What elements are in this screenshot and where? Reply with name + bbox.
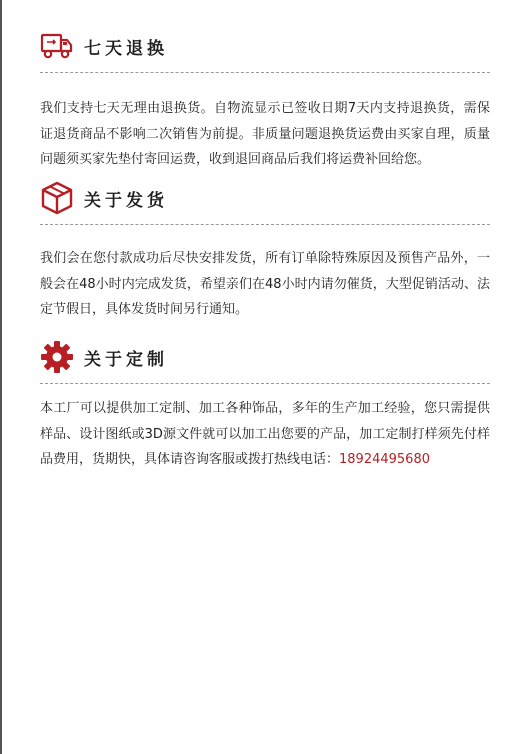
section-body [40, 396, 490, 473]
section-header [40, 26, 490, 66]
gear-icon [40, 340, 74, 374]
section-header [40, 178, 490, 218]
section-title: 七天退换 [84, 38, 168, 59]
section-shipping [40, 178, 490, 323]
dashed-divider [40, 224, 490, 225]
customization-body-text: 本工厂可以提供加工定制、加工各种饰品，多年的生产加工经验，您只需提供样品、设计图纸或3D源文件就可以加工出您要的产品，加工定制打样须先付样品费用，货期快，具体请咨询客服或拨打热线电话： [40, 401, 490, 467]
left-frame-line [0, 0, 2, 754]
section-return-policy [40, 26, 490, 173]
dashed-divider [40, 383, 490, 384]
dashed-divider [40, 72, 490, 73]
section-body: 我们支持七天无理由退换货。自物流显示已签收日期7天内支持退换货，需保证退货商品不影响二次销售为前提。非质量问题退换货运费由买家自理，质量问题须买家先垫付寄回运费，收到退回商品后我们将运费补回给您。 [40, 101, 490, 167]
section-title: 关于发货 [84, 190, 168, 211]
section-header [40, 337, 490, 377]
package-box-icon [40, 181, 74, 215]
section-customization [40, 337, 490, 473]
section-title: 关于定制 [84, 349, 168, 370]
delivery-truck-icon [40, 29, 74, 63]
section-body: 我们会在您付款成功后尽快安排发货，所有订单除特殊原因及预售产品外，一般会在48小时内完成发货，希望亲们在48小时内请勿催货，大型促销活动、法定节假日，具体发货时间另行通知。 [40, 251, 490, 317]
hotline-phone-number: 18924495680 [339, 452, 430, 467]
